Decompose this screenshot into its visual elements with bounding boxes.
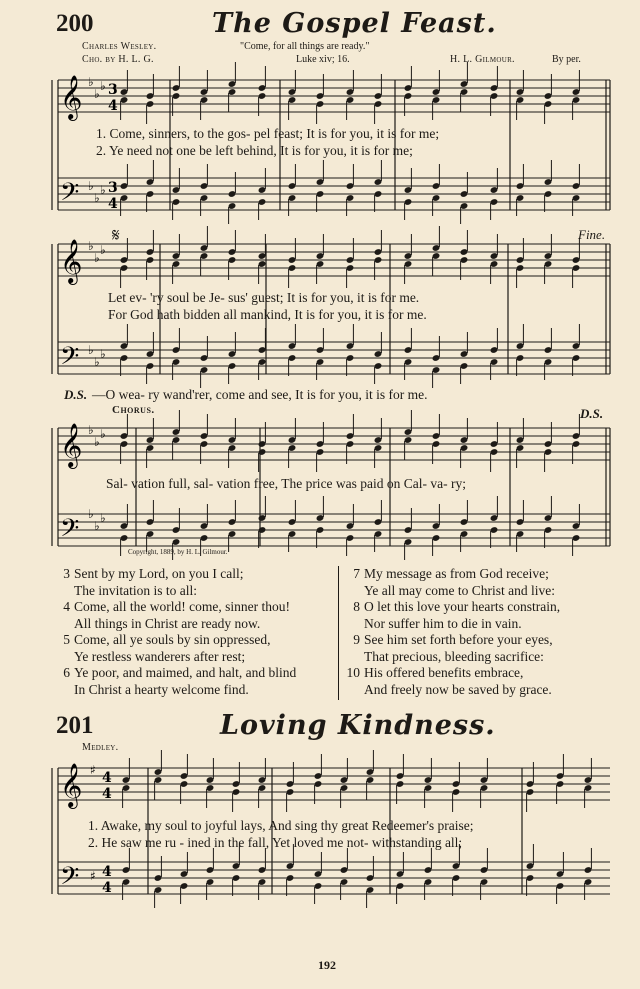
lyric-201-verse-1: 1. Awake, my soul to joyful lays, And sing thy great Redeemer's praise; — [88, 818, 474, 833]
segno-icon: 𝄋 — [112, 225, 120, 246]
first-line-quote: "Come, for all things are ready." — [240, 41, 370, 52]
svg-text:♭: ♭ — [100, 511, 106, 525]
copyright-notice: Copyright, 1889, by H. L. Gilmour. — [128, 548, 228, 556]
treble-clef-icon: 𝄞 — [60, 763, 83, 807]
svg-text:♭: ♭ — [88, 75, 94, 89]
svg-text:♭: ♭ — [94, 519, 100, 533]
hymn-title-201: Loving Kindness. — [220, 710, 496, 741]
bass-clef-icon: 𝄢 — [60, 862, 80, 897]
lyric-line-2-a: Let ev- 'ry soul be Je- sus' guest; It is for you, it is for me. — [108, 290, 420, 305]
tune-credit: Medley. — [82, 742, 119, 753]
verse-8-line-2: Nor suffer him to die in vain. — [364, 615, 522, 631]
svg-text:4: 4 — [108, 98, 118, 114]
svg-text:♭: ♭ — [100, 183, 106, 197]
svg-text:4: 4 — [108, 196, 118, 212]
bass-clef-icon: 𝄢 — [60, 178, 80, 213]
verse-3-line-2: The invitation is to all: — [74, 582, 197, 598]
lyric-201-verse-2: 2. He saw me ru - ined in the fall, Yet loved me not- withstanding all; — [88, 835, 463, 850]
verse-9: 9 See him set forth before your eyes, — [353, 632, 553, 647]
verse-5-line-2: Ye restless wanderers after rest; — [74, 648, 246, 664]
verse-10-line-2: And freely now be saved by grace. — [364, 681, 552, 697]
permission-note: By per. — [552, 54, 581, 65]
verse-9-line-2: That precious, bleeding sacrifice: — [364, 648, 544, 664]
svg-text:♯: ♯ — [90, 869, 96, 883]
svg-text:♭: ♭ — [100, 427, 106, 441]
svg-text:♭: ♭ — [94, 355, 100, 369]
svg-text:♭: ♭ — [94, 435, 100, 449]
scripture-ref: Luke xiv; 16. — [296, 54, 350, 65]
author-credit: Charles Wesley. — [82, 41, 157, 52]
svg-text:♭: ♭ — [88, 239, 94, 253]
treble-clef-icon: 𝄞 — [60, 239, 83, 283]
svg-text:3: 3 — [108, 180, 118, 196]
verse-5: 5 Come, all ye souls by sin oppressed, — [63, 632, 271, 647]
ds-lyric: —O wea- ry wand'rer, come and see, It is for you, it is for me. — [92, 387, 428, 402]
hymn-number-201: 201 — [56, 712, 94, 739]
svg-text:4: 4 — [102, 770, 112, 786]
svg-text:4: 4 — [102, 880, 112, 896]
ds-end-marking: D.S. — [580, 406, 604, 421]
verse-7-line-2: Ye all may come to Christ and live: — [364, 582, 555, 598]
bass-clef-icon: 𝄢 — [60, 514, 80, 549]
svg-text:♭: ♭ — [94, 251, 100, 265]
verse-7: 7 My message as from God receive; — [353, 566, 549, 581]
treble-clef-icon: 𝄞 — [60, 423, 83, 467]
verse-6: 6 Ye poor, and maimed, and halt, and blind — [63, 665, 297, 680]
verse-4-line-2: All things in Christ are ready now. — [74, 615, 261, 631]
verses-left-column — [52, 566, 342, 698]
chorus-lyric: Sal- vation full, sal- vation free, The price was paid on Cal- va- ry; — [106, 476, 467, 491]
svg-text:3: 3 — [108, 82, 118, 98]
staff-system-2-treble — [58, 244, 610, 276]
verse-column-divider — [338, 566, 339, 700]
svg-text:4: 4 — [102, 786, 112, 802]
verse-10: 10 His offered benefits embrace, — [346, 665, 524, 680]
composer-credit: H. L. Gilmour. — [450, 54, 515, 65]
lyric-line-1-verse-2: 2. Ye need not one be left behind, It is for you, it is for me; — [96, 143, 413, 158]
verse-8: 8 O let this love your hearts constrain, — [353, 599, 561, 614]
staff-system-2-bass — [58, 342, 610, 374]
svg-text:♭: ♭ — [94, 87, 100, 101]
svg-text:4: 4 — [102, 864, 112, 880]
verses-right-column — [342, 566, 612, 698]
svg-text:♭: ♭ — [88, 423, 94, 437]
svg-text:♭: ♭ — [88, 343, 94, 357]
svg-text:♭: ♭ — [100, 243, 106, 257]
staff-system-3-treble — [58, 428, 610, 460]
verse-4: 4 Come, all the world! come, sinner thou! — [63, 599, 290, 614]
treble-clef-icon: 𝄞 — [60, 75, 83, 119]
svg-text:♯: ♯ — [90, 763, 96, 777]
page-number: 192 — [318, 958, 336, 972]
staff-system-1-treble — [58, 80, 610, 112]
staff-system-1-bass — [58, 178, 610, 210]
svg-text:♭: ♭ — [88, 179, 94, 193]
fine-marking: Fine. — [578, 227, 606, 242]
chorus-credit: Cho. by H. L. G. — [82, 54, 154, 65]
hymn-number-200: 200 — [56, 10, 94, 37]
svg-text:♭: ♭ — [100, 347, 106, 361]
verse-3: 3 Sent by my Lord, on you I call; — [63, 566, 244, 581]
svg-text:♭: ♭ — [88, 507, 94, 521]
hymn-title-200: The Gospel Feast. — [212, 8, 497, 39]
bass-clef-icon: 𝄢 — [60, 342, 80, 377]
chorus-label: Chorus. — [112, 404, 155, 416]
lyric-line-1-verse-1: 1. Come, sinners, to the gos- pel feast; It is for you, it is for me; — [96, 126, 440, 141]
lyric-line-2-b: For God hath bidden all mankind, It is for you, it is for me. — [108, 307, 427, 322]
verse-6-line-2: In Christ a hearty welcome find. — [74, 681, 249, 697]
staff-system-3-bass — [58, 514, 610, 546]
ds-label: D.S. — [64, 387, 88, 402]
svg-text:♭: ♭ — [94, 191, 100, 205]
svg-text:♭: ♭ — [100, 79, 106, 93]
